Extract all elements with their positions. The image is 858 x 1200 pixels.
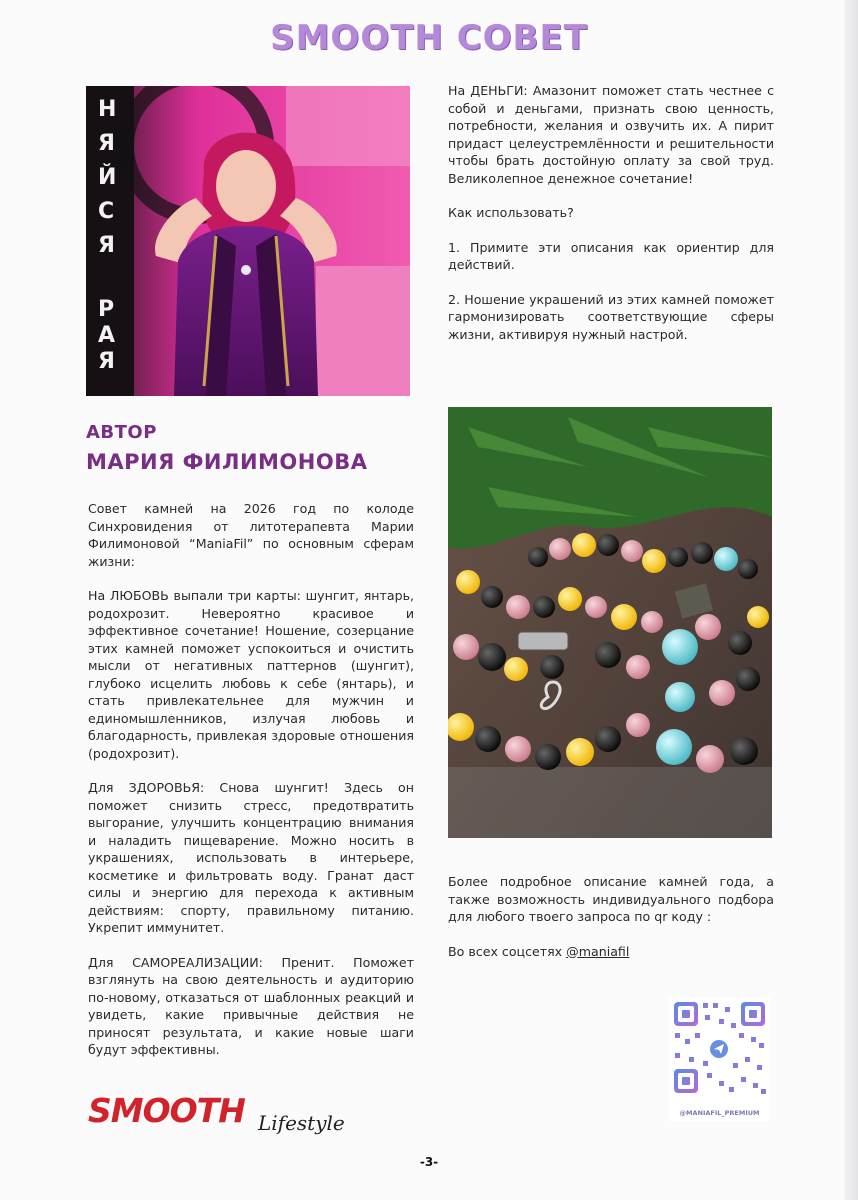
author-name: МАРИЯ ФИЛИМОНОВА [86,450,368,474]
how-to-use-heading: Как использовать? [448,205,574,220]
money-paragraph: На ДЕНЬГИ: Амазонит поможет стать честнее с собой и деньгами, признать свою ценность, потребности, желания и озвучить их. А пирит придаст целеустремлённости и решительности чтобы брать достойную оплату за свой труд. Великолепное денежное сочетание! [448,83,774,186]
more-info-paragraph: Более подробное описание камней года, а также возможность индивидуального подбора для любого твоего запроса по qr коду : [448,874,774,924]
social-line [448,943,774,961]
page-title: SMOOTH СОВЕТ [270,18,588,58]
social-prefix: Во всех соцсетях [448,943,567,959]
qr-caption: @MANIAFIL_PREMIUM [679,1109,760,1117]
health-paragraph: Для ЗДОРОВЬЯ: Снова шунгит! Здесь он поможет снизить стресс, предотвратить выгорание, улучшить концентрацию внимания и наладить пищеварение. Можно носить в украшениях, использовать в интерьере, косметике и фильтровать воду. Гранат даст силы и энергию для перехода к активным действиям: спорту, правильному питанию. Укрепит иммунитет. [88,780,414,935]
svg-text:Я: Я [98,131,115,156]
svg-text:А: А [98,323,116,348]
svg-text:С: С [98,199,115,224]
self-realization-paragraph: Для САМОРЕАЛИЗАЦИИ: Пренит. Поможет взглянуть на свою деятельность и аудиторию по-новому, отказаться от шаблонных реакций и увидеть, какие привычные действия не приносят результата, и какие новые шаги будут эффективны. [88,954,414,1057]
svg-text:Я: Я [98,349,115,374]
qr-code[interactable] [669,997,770,1121]
how-to-use-step-1: 1. Примите эти описания как ориентир для действий. [448,239,774,272]
svg-text:Н: Н [98,97,117,122]
svg-text:Я: Я [98,233,115,258]
svg-text:Й: Й [98,165,117,190]
page-number: -3- [419,1155,439,1169]
author-photo [86,86,410,396]
right-column-bottom [448,873,774,977]
how-to-use-step-2: 2. Ношение украшений из этих камней поможет гармонизировать соответствующие сферы жизни, активируя нужный настрой. [448,291,774,342]
love-paragraph: На ЛЮБОВЬ выпали три карты: шунгит, янтарь, родохрозит. Невероятно красивое и эффективное сочетание! Ношение, созерцание этих камней поможет успокоиться и очистить мысли от негативных паттернов (шунгит), глубоко исцелить любовь к себе (янтарь), и стать привлекательнее для мужчин и единомышленников, излучая любовь и благодарность, привлекая здоровые отношения (родохрозит). [88,588,414,761]
intro-paragraph: Совет камней на 2026 год по колоде Синхровидения от литотерапевта Марии Филимоновой “ManiaFil” по основным сферам жизни: [88,501,414,569]
qr-pattern [669,997,770,1101]
page-edge-shadow [844,0,858,1200]
right-column-top [448,82,774,360]
left-column [88,500,414,1076]
social-handle-link[interactable]: @maniafil [566,943,630,959]
author-label: АВТОР [86,422,157,443]
stones-bracelets-photo [448,407,772,838]
svg-text:Р: Р [98,297,115,322]
smooth-lifestyle-logo [88,1091,358,1139]
logo-sub-text: Lifestyle [258,1111,345,1135]
logo-main-text: SMOOTH [88,1091,245,1130]
